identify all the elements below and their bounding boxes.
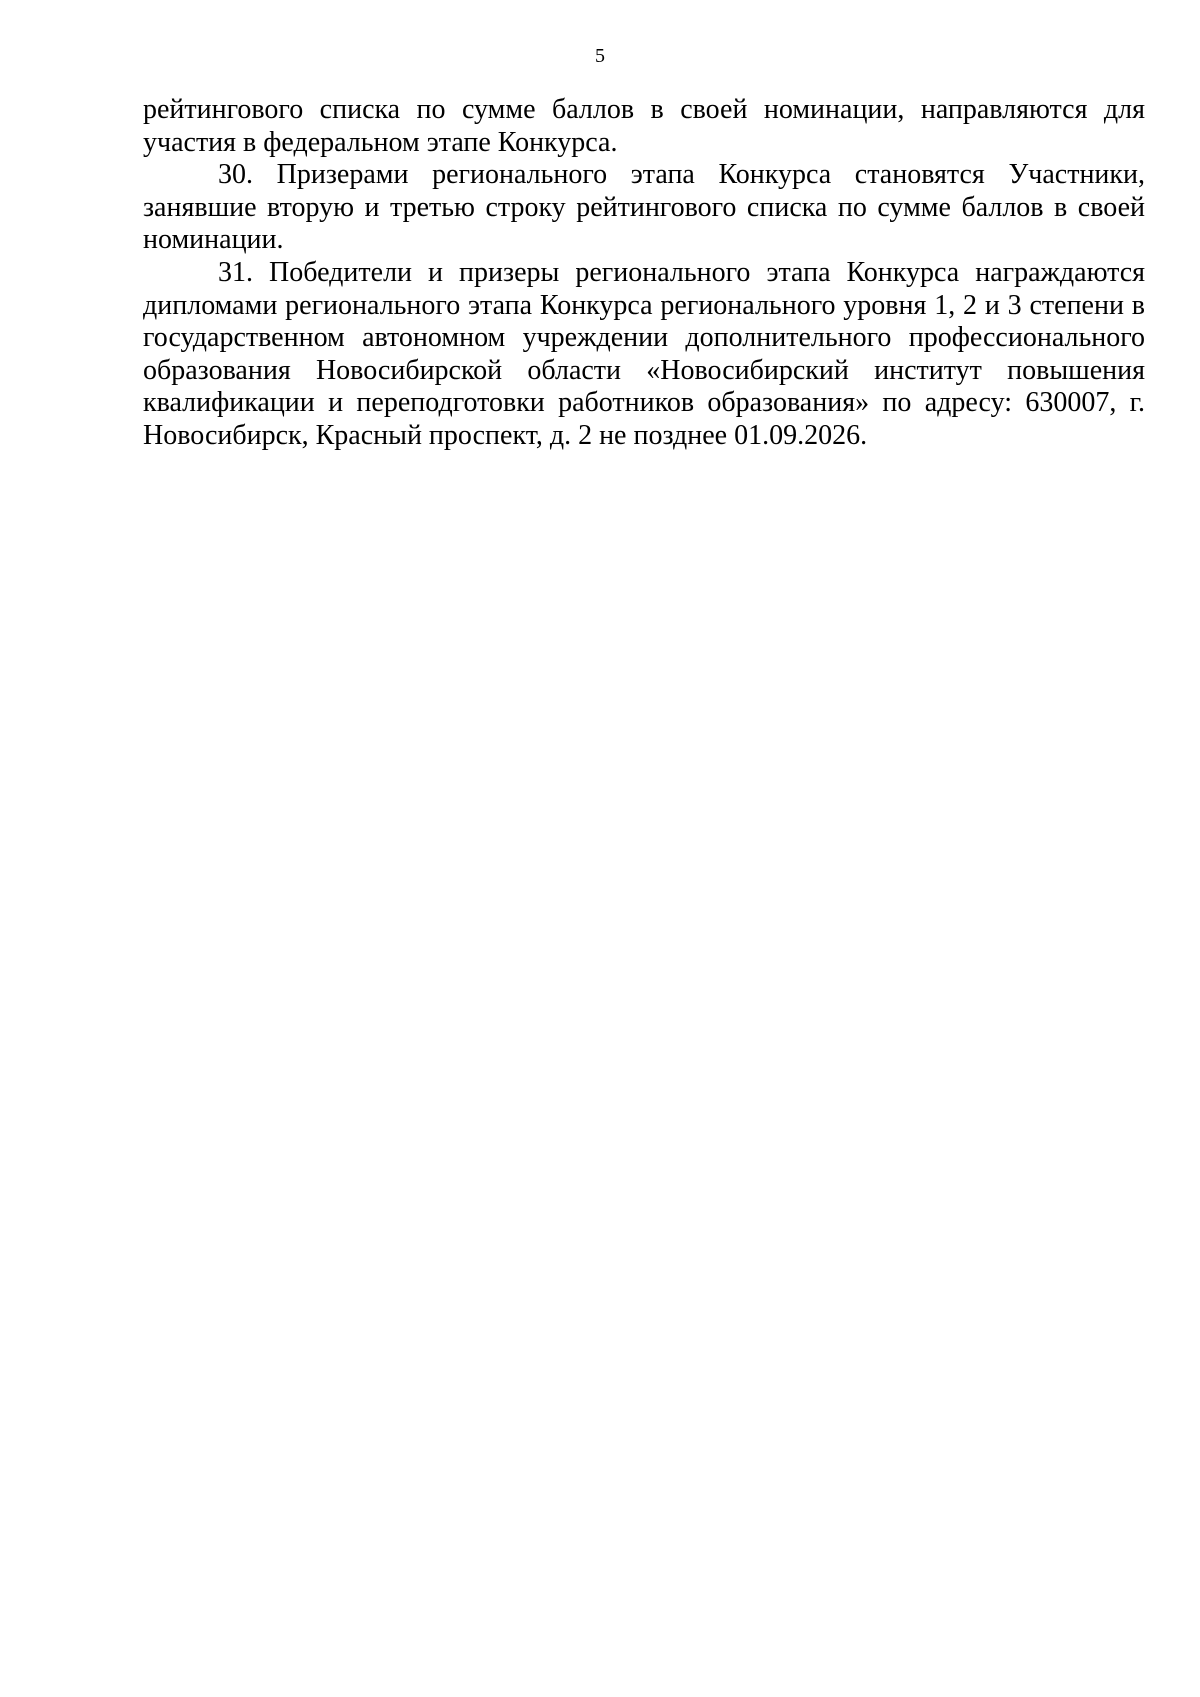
document-body bbox=[143, 94, 1145, 453]
paragraph-item-31: 31. Победители и призеры регионального этапа Конкурса награждаются дипломами регионального этапа Конкурса регионального уровня 1, 2 и 3 степени в государственном автономном учреждении дополнительного профессионального образования Новосибирской области «Новосибирский институт повышения квалификации и переподготовки работников образования» по адресу: 630007, г. Новосибирск, Красный проспект, д. 2 не позднее 01.09.2026. bbox=[143, 256, 1145, 451]
paragraph-continuation: рейтингового списка по сумме баллов в своей номинации, направляются для участия в федеральном этапе Конкурса. bbox=[143, 94, 1145, 158]
page-number: 5 bbox=[595, 45, 605, 67]
paragraph-item-30: 30. Призерами регионального этапа Конкурса становятся Участники, занявшие вторую и третью строку рейтингового списка по сумме баллов в своей номинации. bbox=[143, 159, 1145, 256]
